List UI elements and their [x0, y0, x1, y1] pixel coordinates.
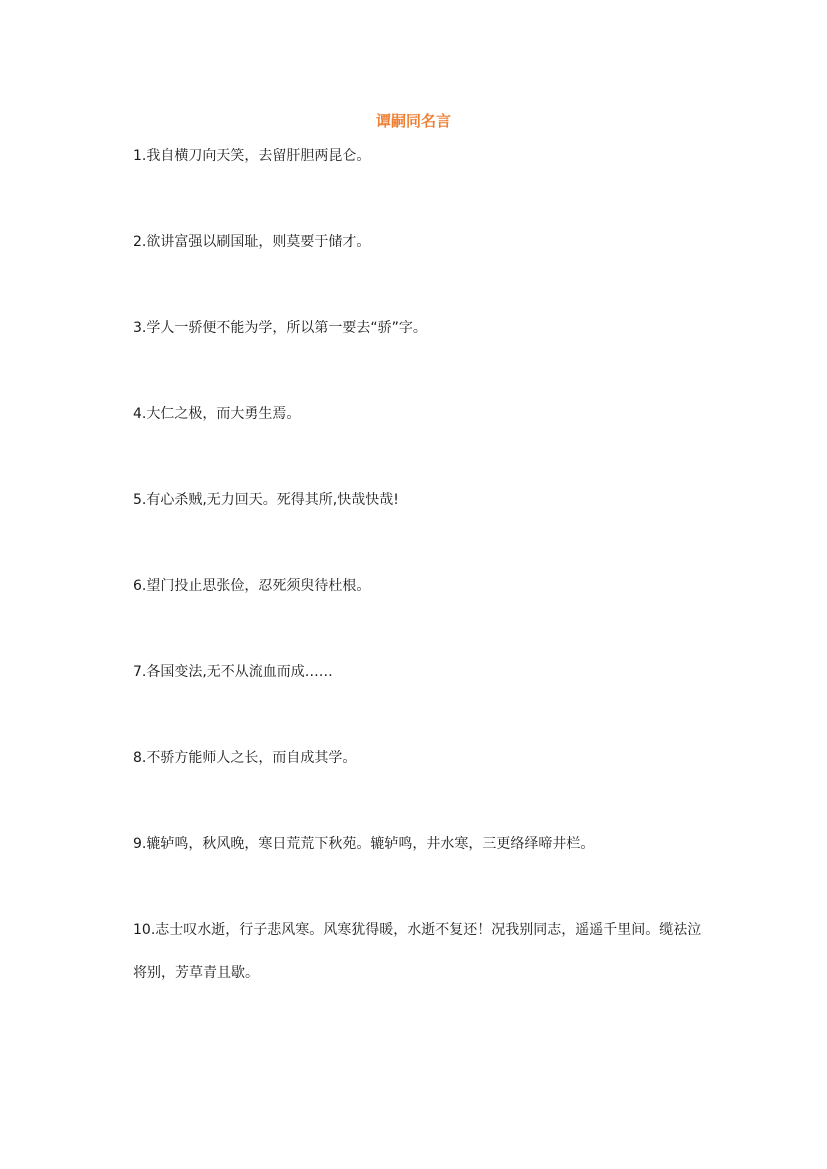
quote-item-3: 3.学人一骄便不能为学，所以第一要去“骄”字。	[133, 320, 427, 336]
quote-item-7: 7.各国变法,无不从流血而成……	[133, 664, 333, 680]
quote-item-2: 2.欲讲富强以刷国耻，则莫要于储才。	[133, 234, 371, 250]
quote-item-9: 9.辘轳鸣，秋风晚，寒日荒荒下秋苑。辘轳鸣，井水寒，三更络绎啼井栏。	[133, 836, 595, 852]
quote-item-5: 5.有心杀贼,无力回天。死得其所,快哉快哉!	[133, 492, 399, 508]
quote-item-1: 1.我自横刀向天笑，去留肝胆两昆仑。	[133, 148, 371, 164]
quote-item-8: 8.不骄方能师人之长，而自成其学。	[133, 750, 357, 766]
quote-item-10: 10.志士叹水逝，行子悲风寒。风寒犹得暖，水逝不复还！况我别同志，遥遥千里间。缆祛泣将别，芳草青且歇。	[133, 922, 702, 981]
quote-item-6: 6.望门投止思张俭，忍死须臾待杜根。	[133, 578, 371, 594]
quote-list	[133, 144, 713, 995]
page-title: 谭嗣同名言	[375, 112, 451, 130]
quote-item-4: 4.大仁之极，而大勇生焉。	[133, 406, 301, 422]
